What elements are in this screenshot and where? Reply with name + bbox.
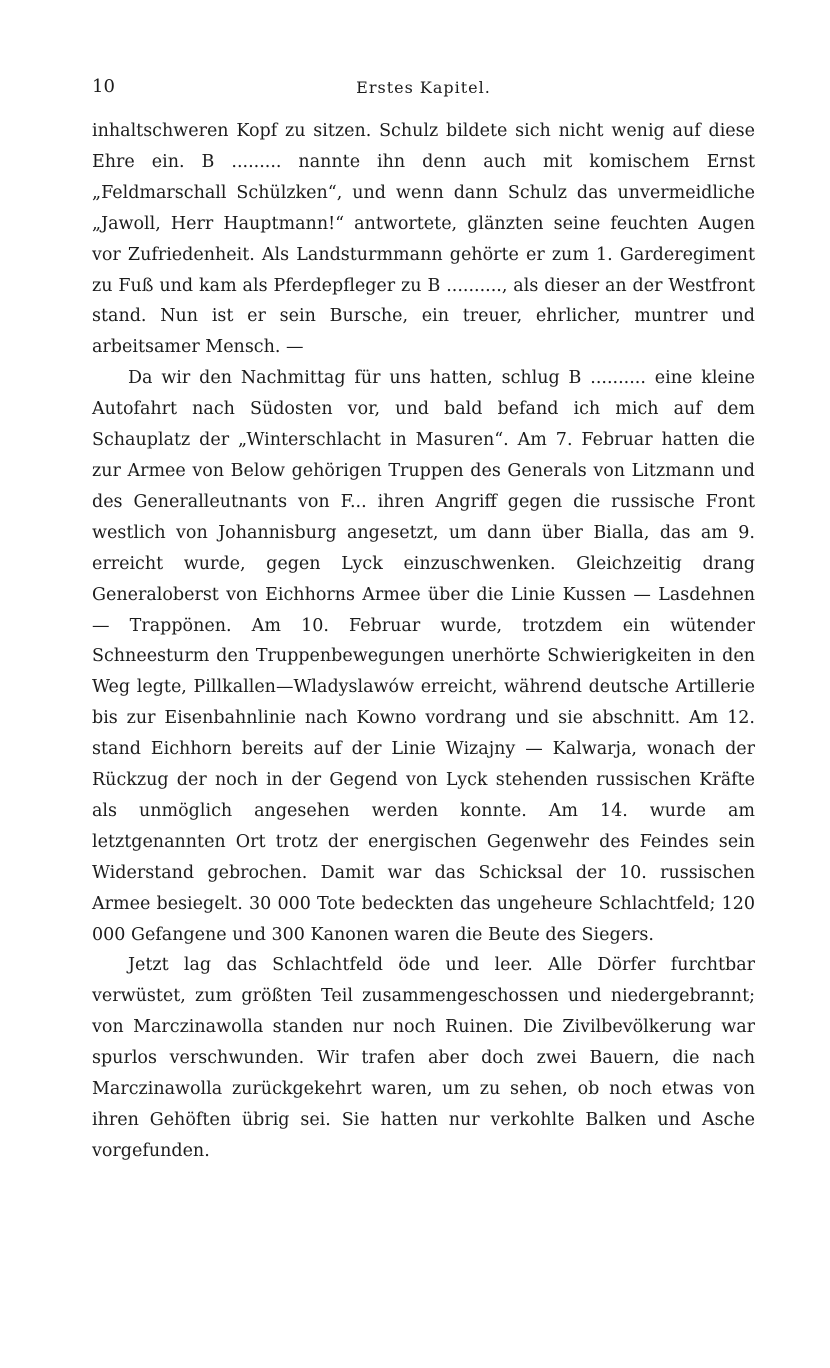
page-number: 10 [92,76,115,97]
paragraph-2: Da wir den Nachmittag für uns hatten, schlug B .......... eine kleine Autofahrt nach Südosten vor, und bald befand ich mich auf dem Schauplatz der „Winterschlacht in Masuren“. Am 7. Februar hatten die zur Armee von Below gehörigen Truppen des Generals von Litzmann und des Generalleutnants von F... ihren Angriff gegen die russische Front westlich von Johannisburg angesetzt, um dann über Bialla, das am 9. erreicht wurde, gegen Lyck einzuschwenken. Gleichzeitig drang Generaloberst von Eichhorns Armee über die Linie Kussen — Lasdehnen — Trappönen. Am 10. Februar wurde, trotzdem ein wütender Schneesturm den Truppenbewegungen unerhörte Schwierigkeiten in den Weg legte, Pillkallen—Wladyslawów erreicht, während deutsche Artillerie bis zur Eisenbahnlinie nach Kowno vordrang und sie abschnitt. Am 12. stand Eichhorn bereits auf der Linie Wizajny — Kalwarja, wonach der Rückzug der noch in der Gegend von Lyck stehenden russischen Kräfte als unmöglich angesehen werden konnte. Am 14. wurde am letztgenannten Ort trotz der energischen Gegenwehr des Feindes sein Widerstand gebrochen. Damit war das Schicksal der 10. russischen Armee besiegelt. 30 000 Tote bedeckten das ungeheure Schlachtfeld; 120 000 Gefangene und 300 Kanonen waren die Beute des Siegers. [92,368,755,945]
paragraph-3: Jetzt lag das Schlachtfeld öde und leer. Alle Dörfer furchtbar verwüstet, zum größten Teil zusammengeschossen und niedergebrannt; von Marczinawolla standen nur noch Ruinen. Die Zivilbevölkerung war spurlos verschwunden. Wir trafen aber doch zwei Bauern, die nach Marczinawolla zurückgekehrt waren, um zu sehen, ob noch etwas von ihren Gehöften übrig sei. Sie hatten nur verkohlte Balken und Asche vorgefunden. [92,955,755,1161]
paragraph-1: inhaltschweren Kopf zu sitzen. Schulz bildete sich nicht wenig auf diese Ehre ein. B ......... nannte ihn denn auch mit komischem Ernst „Feldmarschall Schülzken“, und wenn dann Schulz das unvermeidliche „Jawoll, Herr Hauptmann!“ antwortete, glänzten seine feuchten Augen vor Zufriedenheit. Als Landsturmmann gehörte er zum 1. Garderegiment zu Fuß und kam als Pferdepfleger zu B .........., als dieser an der Westfront stand. Nun ist er sein Bursche, ein treuer, ehrlicher, muntrer und arbeitsamer Mensch. — [92,121,755,358]
body-text [92,116,755,1167]
running-head [92,76,755,106]
chapter-title: Erstes Kapitel. [356,78,491,97]
